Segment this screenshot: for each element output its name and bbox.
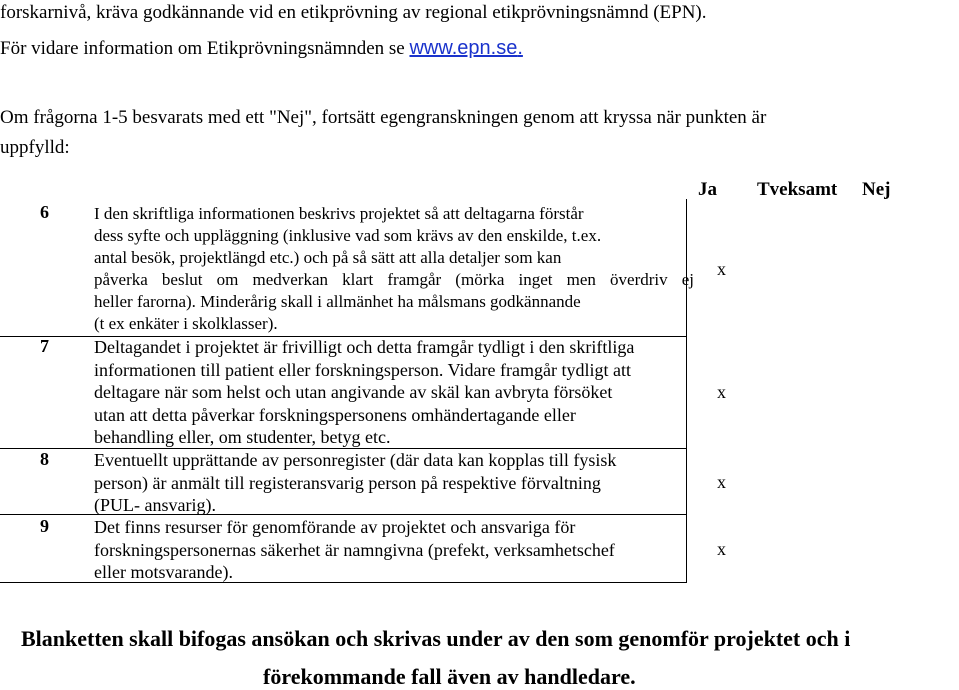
header-tveksamt: Tveksamt bbox=[757, 179, 838, 200]
row-number-9: 9 bbox=[40, 516, 49, 536]
row-9-line-3: eller motsvarande). bbox=[94, 562, 233, 582]
row-6-line-6: (t ex enkäter i skolklasser). bbox=[94, 314, 278, 333]
intro-line-1: forskarnivå, kräva godkännande vid en etikprövning av regional etikprövningsnämnd (EPN). bbox=[0, 2, 707, 23]
intro-text: För vidare information om Etikprövningsnämnden se bbox=[0, 38, 410, 59]
row-number-6: 6 bbox=[40, 202, 49, 222]
row-7-line-4: utan att detta påverkar forskningspersonens omhändertagande eller bbox=[94, 404, 576, 425]
row-7-line-5: behandling eller, om studenter, betyg etc. bbox=[94, 427, 391, 447]
row-text-6 bbox=[94, 203, 694, 335]
footer-line-2: förekommande fall även av handledare. bbox=[263, 664, 636, 689]
link-period: . bbox=[517, 37, 523, 59]
row-number-8: 8 bbox=[40, 449, 49, 469]
instruction-line-2: uppfylld: bbox=[0, 137, 70, 158]
row-8-line-3: (PUL- ansvarig). bbox=[94, 495, 216, 515]
row-text-9 bbox=[94, 516, 615, 584]
row-6-line-5: heller farorna). Minderårig skall i allmänhet ha målsmans godkännande bbox=[94, 292, 581, 311]
intro-line-2 bbox=[0, 37, 523, 60]
header-ja: Ja bbox=[698, 179, 717, 200]
row-6-line-4: påverka beslut om medverkan klart framgår (mörka inget men överdriv ej bbox=[94, 270, 694, 289]
header-nej: Nej bbox=[862, 179, 891, 200]
row-8-mark-ja: x bbox=[717, 472, 726, 492]
row-8-line-1: Eventuellt upprättande av personregister (där data kan kopplas till fysisk bbox=[94, 450, 617, 470]
row-6-line-2: dess syfte och uppläggning (inklusive vad som krävs av den enskilde, t.ex. bbox=[94, 226, 602, 245]
row-number-7: 7 bbox=[40, 336, 49, 356]
row-9-line-1: Det finns resurser för genomförande av projektet och ansvariga för bbox=[94, 517, 576, 537]
row-6-line-3: antal besök, projektlängd etc.) och på så sätt att alla detaljer som kan bbox=[94, 248, 562, 267]
row-7-line-3: deltagare när som helst och utan angivande av skäl kan avbryta försöket bbox=[94, 382, 613, 402]
row-7-mark-ja: x bbox=[717, 382, 726, 402]
row-text-7 bbox=[94, 336, 634, 449]
epn-link[interactable]: www.epn.se bbox=[409, 37, 518, 59]
row-9-mark-ja: x bbox=[717, 539, 726, 559]
row-text-8 bbox=[94, 449, 616, 517]
row-8-line-2: person) är anmält till registeransvarig person på respektive förvaltning bbox=[94, 472, 601, 493]
row-6-line-1: I den skriftliga informationen beskrivs projektet så att deltagarna förstår bbox=[94, 204, 584, 223]
row-7-line-1: Deltagandet i projektet är frivilligt och detta framgår tydligt i den skriftliga bbox=[94, 337, 635, 357]
footer-line-1: Blanketten skall bifogas ansökan och skrivas under av den som genomför projektet och i bbox=[21, 626, 851, 651]
instruction-line-1: Om frågorna 1-5 besvarats med ett "Nej", fortsätt egengranskningen genom att kryssa när punkten är bbox=[0, 107, 767, 128]
row-7-line-2: informationen till patient eller forskningsperson. Vidare framgår tydligt att bbox=[94, 359, 631, 380]
row-6-mark-ja: x bbox=[717, 259, 726, 279]
row-9-line-2: forskningspersonernas säkerhet är namngivna (prefekt, verksamhetschef bbox=[94, 539, 615, 560]
